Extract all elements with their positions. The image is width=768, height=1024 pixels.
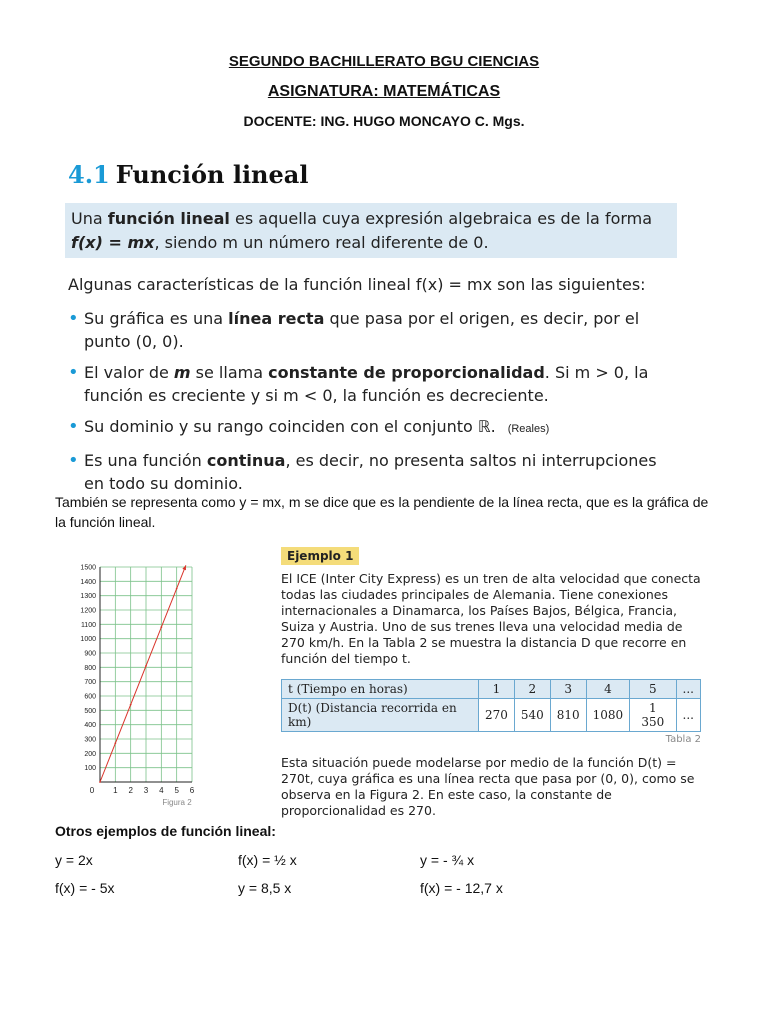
table-row [282,699,701,732]
y-tick-label: 1200 [80,607,96,615]
y-tick-label: 800 [84,664,96,672]
table-cell: 810 [550,699,586,732]
y-tick-label: 500 [84,707,96,715]
table-cell: 4 [586,680,630,699]
reales-note: (Reales) [507,423,550,435]
definition-text: Una [71,209,108,228]
section-title [68,160,308,189]
y-tick-label: 1000 [80,636,96,644]
x-tick-label: 2 [128,786,133,795]
section-name: Función lineal [115,160,309,189]
header-subject: ASIGNATURA: MATEMÁTICAS [267,83,501,100]
list-item: • El valor de m se llama constante de proporcionalidad. Si m > 0, la función es creciente y si m < 0, la función es decreciente. [68,361,680,407]
characteristics-list [68,307,680,503]
header-teacher: DOCENTE: ING. HUGO MONCAYO C. Mgs. [243,113,525,129]
example-1 [281,545,701,819]
characteristics-intro: Algunas características de la función lineal f(x) = mx son las siguientes: [68,275,646,294]
example-formula: f(x) = - 12,7 x [420,880,503,896]
section-number: 4.1 [68,160,110,189]
example-formula: f(x) = ½ x [238,852,297,868]
table-cell: 1 350 [630,699,676,732]
definition-box [65,203,677,258]
table-cell: 1 [478,680,514,699]
data-point [114,742,116,744]
example-formula: y = - ¾ x [420,852,475,868]
y-tick-label: 700 [84,679,96,687]
list-item: • Su dominio y su rango coinciden con el conjunto ℝ. (Reales) [68,415,680,441]
example-formula: f(x) = - 5x [55,880,115,896]
other-examples-title: Otros ejemplos de función lineal: [55,823,276,839]
table-cell: 540 [514,699,550,732]
chart-caption: Figura 2 [162,798,192,807]
y-tick-label: 1500 [80,564,96,572]
definition-text: , siendo m un número real diferente de 0. [154,233,489,252]
y-tick-label: 1100 [80,621,96,629]
table-row [282,680,701,699]
example-text: El ICE (Inter City Express) es un tren de alta velocidad que conecta todas las ciudades principales de Alemania. Tiene conexiones internacionales a Dinamarca, los Países Bajos, Bélgica, Francia, Suiza y Austria. Uno de sus trenes lleva una velocidad media de 270 km/h. En la Tabla 2 se muestra la distancia D que recorre en función del tiempo t. [281,571,701,666]
table-cell: 270 [478,699,514,732]
y-tick-label: 100 [84,765,96,773]
y-tick-label: 900 [84,650,96,658]
table-row-label: D(t) (Distancia recorrida en km) [282,699,479,732]
list-item: • Es una función continua, es decir, no presenta saltos ni interrupciones en todo su dominio. [68,449,680,495]
y-tick-label: 300 [84,736,96,744]
definition-formula: f(x) = mx [71,233,155,252]
x-tick-label: 6 [189,786,195,795]
example-label: Ejemplo 1 [281,547,359,565]
arrow-head [182,565,186,570]
data-point [130,704,132,706]
table-2 [281,679,701,732]
figure-2-chart [55,555,215,810]
explanation-paragraph: También se representa como y = mx, m se dice que es la pendiente de la línea recta, que es la gráfica de la función lineal. [55,494,709,530]
x-tick-label: 5 [174,786,179,795]
series-line [100,565,186,782]
example-formula: y = 2x [55,852,93,868]
table-cell: ... [676,680,700,699]
table-cell: ... [676,699,700,732]
table-cell: 5 [630,680,676,699]
table-caption: Tabla 2 [665,734,701,745]
y-tick-label: 1300 [80,593,96,601]
x-tick-label: 1 [113,786,118,795]
table-cell: 1080 [586,699,630,732]
y-tick-label: 400 [84,722,96,730]
table-cell: 2 [514,680,550,699]
data-point [145,665,147,667]
example-conclusion: Esta situación puede modelarse por medio de la función D(t) = 270t, cuya gráfica es una línea recta que pasa por (0, 0), como se observa en la Figura 2. En este caso, la constante de proporcionalidad es 270. [281,755,695,818]
table-row-label: t (Tiempo en horas) [282,680,479,699]
data-point [176,588,178,590]
list-item: • Su gráfica es una línea recta que pasa por el origen, es decir, por el punto (0, 0). [68,307,680,353]
x-tick-label: 3 [143,786,149,795]
header-grade: SEGUNDO BACHILLERATO BGU CIENCIAS [228,53,540,70]
x-tick-label: 4 [159,786,164,795]
y-tick-label: 200 [84,750,96,758]
x-tick-label: 0 [89,786,95,795]
y-tick-label: 600 [84,693,96,701]
definition-term: función lineal [107,209,230,228]
example-formula: y = 8,5 x [238,880,292,896]
definition-text: es aquella cuya expresión algebraica es de la forma [229,209,653,228]
y-tick-label: 1400 [80,578,96,586]
table-cell: 3 [550,680,586,699]
data-point [99,781,101,783]
data-point [160,626,162,628]
